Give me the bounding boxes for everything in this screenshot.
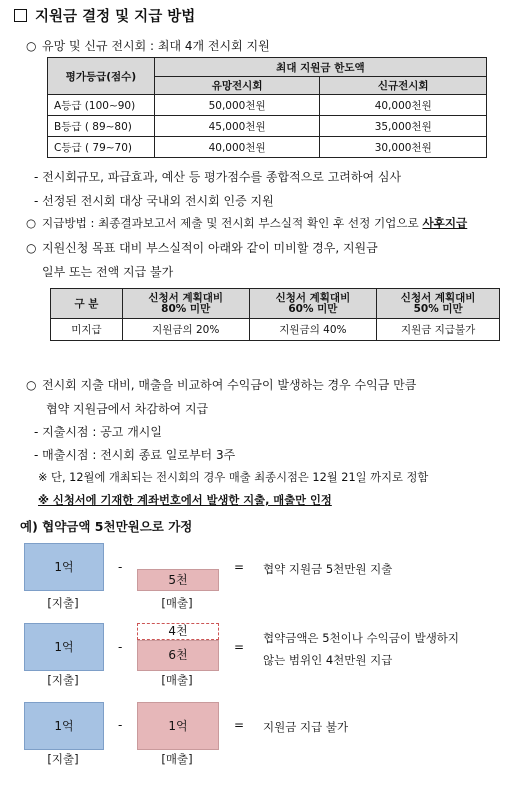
th-60	[249, 289, 377, 319]
cell-40: 지원금의 40%	[249, 319, 377, 341]
cell-grade: B등급 ( 89∼80)	[48, 116, 155, 137]
th-60-line2: 60% 미만	[288, 302, 338, 315]
example-title: 예) 협약금액 5천만원으로 가정	[20, 519, 193, 534]
th-80-line2: 80% 미만	[161, 302, 211, 315]
ex3-result: 지원금 지급 불가	[263, 720, 349, 734]
th-new: 신규전시회	[320, 77, 487, 95]
cell-promising: 50,000천원	[154, 95, 320, 116]
circle-bullet-icon: ○	[26, 216, 37, 230]
label-sales: [매출]	[161, 752, 193, 766]
dash-text: 선정된 전시회 대상 국내외 전시회 인증 지원	[42, 194, 274, 208]
ex1-spend-box: 1억	[24, 543, 104, 591]
section-title	[14, 5, 195, 26]
th-50	[377, 289, 500, 319]
dash-text: 매출시점 : 전시회 종료 일로부터 3주	[42, 448, 236, 462]
dash-certification: - 선정된 전시회 대상 국내외 전시회 인증 지원	[34, 194, 274, 208]
circle-bullet-icon: ○	[26, 39, 37, 53]
ex3-spend-box: 1억	[24, 702, 104, 750]
shortfall-table	[50, 288, 500, 341]
bullet-revenue-deduction	[26, 376, 416, 393]
shortfall-text-2: 일부 또는 전액 지급 불가	[42, 265, 174, 279]
label-spend: [지출]	[47, 673, 79, 687]
table-row	[48, 95, 487, 116]
cell-promising: 45,000천원	[154, 116, 320, 137]
dash-sales-point: - 매출시점 : 전시회 종료 일로부터 3주	[34, 448, 236, 462]
table-row	[48, 116, 487, 137]
th-grade: 평가등급(점수)	[48, 58, 155, 95]
cell-nonpayment: 미지급	[51, 319, 123, 341]
deduction-text-1: 전시회 지출 대비, 매출을 비교하여 수익금이 발생하는 경우 수익금 만큼	[42, 378, 417, 392]
ex2-sales-top-box: 4천	[137, 623, 219, 640]
ex2-result-line1: 협약금액은 5천이나 수익금이 발생하지	[263, 631, 460, 645]
th-80	[122, 289, 249, 319]
cell-new: 30,000천원	[320, 137, 487, 158]
note-december: ※ 단, 12월에 개최되는 전시회의 경우 매출 최종시점은 12월 21일 까지로 정함	[38, 471, 429, 484]
minus-sign: -	[118, 560, 123, 574]
cell-promising: 40,000천원	[154, 137, 320, 158]
bullet-payment-method	[26, 215, 467, 231]
deduction-text-2: 협약 지원금에서 차감하여 지급	[46, 402, 209, 416]
cell-grade: C등급 ( 79∼70)	[48, 137, 155, 158]
th-division: 구 분	[51, 289, 123, 319]
th-max-limit: 최대 지원금 한도액	[154, 58, 486, 77]
minus-sign: -	[118, 718, 123, 732]
cell-none: 지원금 지급불가	[377, 319, 500, 341]
payment-text: 지급방법 : 최종결과보고서 제출 및 전시회 부스실적 확인 후 선정 기업으로	[42, 216, 423, 230]
cell-20: 지원금의 20%	[122, 319, 249, 341]
minus-sign: -	[118, 640, 123, 654]
equals-sign: =	[234, 560, 245, 574]
circle-bullet-icon: ○	[26, 241, 37, 255]
th-80-line1: 신청서 계획대비	[148, 291, 224, 304]
label-spend: [지출]	[47, 752, 79, 766]
bullet-text: 유망 및 신규 전시회 : 최대 4개 전시회 지원	[42, 39, 270, 53]
dash-text: 지출시점 : 공고 개시일	[42, 425, 162, 439]
ex2-spend-box: 1억	[24, 623, 104, 671]
ex1-result: 협약 지원금 5천만원 지출	[263, 562, 393, 576]
th-promising: 유망전시회	[154, 77, 320, 95]
label-sales: [매출]	[161, 596, 193, 610]
dash-spend-point: - 지출시점 : 공고 개시일	[34, 425, 162, 439]
th-50-line1: 신청서 계획대비	[400, 291, 476, 304]
label-sales: [매출]	[161, 673, 193, 687]
shortfall-text-1: 지원신청 목표 대비 부스실적이 아래와 같이 미비할 경우, 지원금	[42, 241, 378, 255]
equals-sign: =	[234, 640, 245, 654]
grant-limit-table	[47, 57, 487, 158]
dash-text: 전시회규모, 파급효과, 예산 등 평가점수를 종합적으로 고려하여 심사	[42, 170, 402, 184]
label-spend: [지출]	[47, 596, 79, 610]
circle-bullet-icon: ○	[26, 378, 37, 392]
dash-evaluation: - 전시회규모, 파급효과, 예산 등 평가점수를 종합적으로 고려하여 심사	[34, 170, 402, 184]
equals-sign: =	[234, 718, 245, 732]
bullet-exhibition-limit	[26, 37, 270, 54]
post-payment-emphasis: 사후지급	[422, 216, 468, 230]
th-60-line1: 신청서 계획대비	[275, 291, 351, 304]
ex3-sales-box: 1억	[137, 702, 219, 750]
note-account-only: ※ 신청서에 기재한 계좌번호에서 발생한 지출, 매출만 인정	[38, 494, 332, 507]
ex1-sales-box: 5천	[137, 569, 219, 591]
ex2-sales-box: 6천	[137, 640, 219, 671]
ex2-result-line2: 않는 범위인 4천만원 지급	[263, 653, 393, 667]
bullet-booth-shortfall	[26, 239, 378, 256]
cell-new: 40,000천원	[320, 95, 487, 116]
cell-grade: A등급 (100∼90)	[48, 95, 155, 116]
checkbox-square-icon	[14, 9, 27, 22]
cell-new: 35,000천원	[320, 116, 487, 137]
table-row	[48, 137, 487, 158]
title-text: 지원금 결정 및 지급 방법	[35, 9, 196, 25]
th-50-line2: 50% 미만	[413, 302, 463, 315]
table-row	[51, 319, 500, 341]
